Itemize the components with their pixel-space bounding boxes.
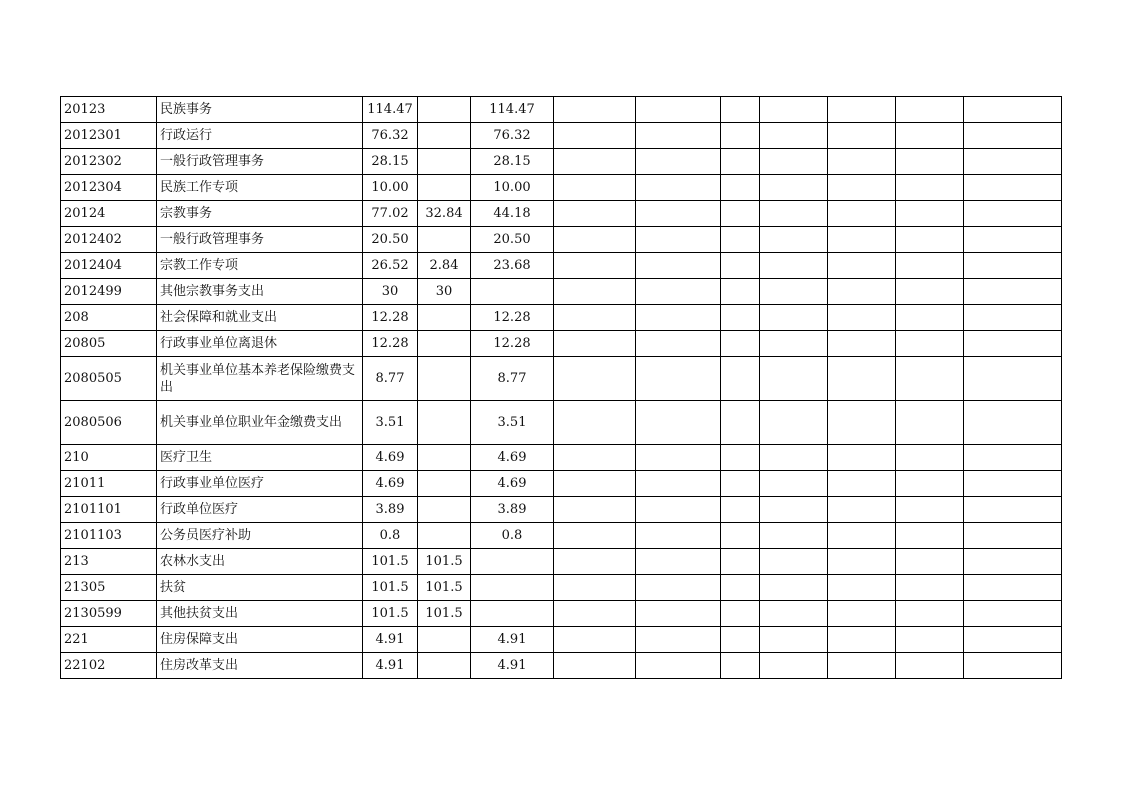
total-cell: 8.77 bbox=[363, 357, 418, 401]
code-cell: 2101101 bbox=[61, 497, 157, 523]
basic-cell bbox=[418, 445, 471, 471]
empty-cell bbox=[828, 201, 896, 227]
basic-cell bbox=[418, 123, 471, 149]
empty-cell bbox=[721, 549, 760, 575]
code-cell: 2012304 bbox=[61, 175, 157, 201]
empty-cell bbox=[721, 401, 760, 445]
empty-cell bbox=[721, 653, 760, 679]
code-cell: 208 bbox=[61, 305, 157, 331]
empty-cell bbox=[964, 523, 1062, 549]
name-cell: 医疗卫生 bbox=[157, 445, 363, 471]
empty-cell bbox=[721, 253, 760, 279]
basic-cell bbox=[418, 653, 471, 679]
empty-cell bbox=[721, 227, 760, 253]
empty-cell bbox=[896, 305, 964, 331]
table-row bbox=[61, 357, 1062, 401]
name-cell: 民族工作专项 bbox=[157, 175, 363, 201]
total-cell: 20.50 bbox=[363, 227, 418, 253]
empty-cell bbox=[828, 97, 896, 123]
empty-cell bbox=[636, 523, 721, 549]
empty-cell bbox=[554, 471, 636, 497]
empty-cell bbox=[636, 357, 721, 401]
empty-cell bbox=[760, 97, 828, 123]
name-cell: 社会保障和就业支出 bbox=[157, 305, 363, 331]
empty-cell bbox=[636, 201, 721, 227]
project-cell: 12.28 bbox=[471, 305, 554, 331]
code-cell: 20124 bbox=[61, 201, 157, 227]
total-cell: 12.28 bbox=[363, 305, 418, 331]
project-cell: 12.28 bbox=[471, 331, 554, 357]
empty-cell bbox=[964, 123, 1062, 149]
project-cell bbox=[471, 549, 554, 575]
empty-cell bbox=[896, 227, 964, 253]
empty-cell bbox=[554, 331, 636, 357]
empty-cell bbox=[636, 175, 721, 201]
empty-cell bbox=[554, 201, 636, 227]
empty-cell bbox=[760, 653, 828, 679]
empty-cell bbox=[896, 123, 964, 149]
empty-cell bbox=[636, 653, 721, 679]
empty-cell bbox=[721, 357, 760, 401]
total-cell: 101.5 bbox=[363, 601, 418, 627]
code-cell: 22102 bbox=[61, 653, 157, 679]
code-cell: 2012301 bbox=[61, 123, 157, 149]
total-cell: 3.89 bbox=[363, 497, 418, 523]
name-cell: 行政事业单位离退休 bbox=[157, 331, 363, 357]
code-cell: 20123 bbox=[61, 97, 157, 123]
empty-cell bbox=[554, 653, 636, 679]
empty-cell bbox=[760, 575, 828, 601]
empty-cell bbox=[721, 497, 760, 523]
empty-cell bbox=[554, 97, 636, 123]
empty-cell bbox=[828, 331, 896, 357]
empty-cell bbox=[721, 123, 760, 149]
empty-cell bbox=[964, 201, 1062, 227]
empty-cell bbox=[554, 601, 636, 627]
empty-cell bbox=[554, 149, 636, 175]
empty-cell bbox=[554, 279, 636, 305]
empty-cell bbox=[964, 175, 1062, 201]
empty-cell bbox=[964, 401, 1062, 445]
total-cell: 101.5 bbox=[363, 575, 418, 601]
empty-cell bbox=[896, 149, 964, 175]
basic-cell: 2.84 bbox=[418, 253, 471, 279]
total-cell: 26.52 bbox=[363, 253, 418, 279]
code-cell: 2130599 bbox=[61, 601, 157, 627]
empty-cell bbox=[760, 305, 828, 331]
empty-cell bbox=[896, 601, 964, 627]
empty-cell bbox=[828, 227, 896, 253]
empty-cell bbox=[896, 549, 964, 575]
empty-cell bbox=[896, 279, 964, 305]
project-cell: 3.51 bbox=[471, 401, 554, 445]
empty-cell bbox=[896, 97, 964, 123]
empty-cell bbox=[636, 227, 721, 253]
code-cell: 2012302 bbox=[61, 149, 157, 175]
project-cell: 8.77 bbox=[471, 357, 554, 401]
empty-cell bbox=[636, 279, 721, 305]
empty-cell bbox=[828, 497, 896, 523]
table-row bbox=[61, 227, 1062, 253]
empty-cell bbox=[896, 357, 964, 401]
empty-cell bbox=[760, 523, 828, 549]
empty-cell bbox=[964, 97, 1062, 123]
empty-cell bbox=[964, 601, 1062, 627]
basic-cell bbox=[418, 331, 471, 357]
empty-cell bbox=[721, 445, 760, 471]
project-cell: 4.69 bbox=[471, 471, 554, 497]
empty-cell bbox=[636, 149, 721, 175]
empty-cell bbox=[828, 575, 896, 601]
basic-cell: 101.5 bbox=[418, 549, 471, 575]
empty-cell bbox=[554, 401, 636, 445]
total-cell: 77.02 bbox=[363, 201, 418, 227]
empty-cell bbox=[554, 305, 636, 331]
empty-cell bbox=[896, 471, 964, 497]
empty-cell bbox=[721, 149, 760, 175]
empty-cell bbox=[964, 305, 1062, 331]
empty-cell bbox=[828, 471, 896, 497]
project-cell: 4.91 bbox=[471, 653, 554, 679]
code-cell: 2101103 bbox=[61, 523, 157, 549]
name-cell: 农林水支出 bbox=[157, 549, 363, 575]
code-cell: 2012499 bbox=[61, 279, 157, 305]
empty-cell bbox=[896, 401, 964, 445]
total-cell: 10.00 bbox=[363, 175, 418, 201]
empty-cell bbox=[636, 497, 721, 523]
project-cell: 0.8 bbox=[471, 523, 554, 549]
total-cell: 4.91 bbox=[363, 653, 418, 679]
empty-cell bbox=[554, 627, 636, 653]
empty-cell bbox=[828, 445, 896, 471]
empty-cell bbox=[760, 253, 828, 279]
basic-cell bbox=[418, 97, 471, 123]
empty-cell bbox=[828, 279, 896, 305]
empty-cell bbox=[721, 523, 760, 549]
empty-cell bbox=[760, 331, 828, 357]
total-cell: 28.15 bbox=[363, 149, 418, 175]
empty-cell bbox=[636, 575, 721, 601]
empty-cell bbox=[760, 357, 828, 401]
code-cell: 21011 bbox=[61, 471, 157, 497]
empty-cell bbox=[828, 601, 896, 627]
empty-cell bbox=[721, 575, 760, 601]
project-cell: 44.18 bbox=[471, 201, 554, 227]
empty-cell bbox=[896, 331, 964, 357]
empty-cell bbox=[721, 201, 760, 227]
basic-cell: 101.5 bbox=[418, 575, 471, 601]
total-cell: 4.69 bbox=[363, 471, 418, 497]
project-cell: 4.91 bbox=[471, 627, 554, 653]
name-cell: 机关事业单位职业年金缴费支出 bbox=[157, 401, 363, 445]
basic-cell bbox=[418, 227, 471, 253]
empty-cell bbox=[828, 253, 896, 279]
empty-cell bbox=[721, 601, 760, 627]
empty-cell bbox=[964, 357, 1062, 401]
total-cell: 4.91 bbox=[363, 627, 418, 653]
project-cell: 23.68 bbox=[471, 253, 554, 279]
empty-cell bbox=[828, 357, 896, 401]
project-cell: 10.00 bbox=[471, 175, 554, 201]
empty-cell bbox=[964, 227, 1062, 253]
empty-cell bbox=[896, 497, 964, 523]
empty-cell bbox=[554, 445, 636, 471]
table-row bbox=[61, 331, 1062, 357]
empty-cell bbox=[828, 627, 896, 653]
empty-cell bbox=[721, 305, 760, 331]
total-cell: 4.69 bbox=[363, 445, 418, 471]
empty-cell bbox=[896, 201, 964, 227]
table-body bbox=[61, 97, 1062, 679]
empty-cell bbox=[964, 575, 1062, 601]
total-cell: 30 bbox=[363, 279, 418, 305]
table-row bbox=[61, 471, 1062, 497]
empty-cell bbox=[828, 401, 896, 445]
empty-cell bbox=[828, 305, 896, 331]
empty-cell bbox=[721, 97, 760, 123]
empty-cell bbox=[760, 123, 828, 149]
table-row bbox=[61, 279, 1062, 305]
table-row bbox=[61, 401, 1062, 445]
basic-cell bbox=[418, 523, 471, 549]
empty-cell bbox=[828, 523, 896, 549]
empty-cell bbox=[964, 149, 1062, 175]
name-cell: 机关事业单位基本养老保险缴费支出 bbox=[157, 357, 363, 401]
project-cell bbox=[471, 279, 554, 305]
code-cell: 20805 bbox=[61, 331, 157, 357]
basic-cell: 30 bbox=[418, 279, 471, 305]
total-cell: 0.8 bbox=[363, 523, 418, 549]
table-row bbox=[61, 627, 1062, 653]
empty-cell bbox=[964, 627, 1062, 653]
empty-cell bbox=[554, 497, 636, 523]
table-row bbox=[61, 497, 1062, 523]
project-cell: 114.47 bbox=[471, 97, 554, 123]
basic-cell bbox=[418, 175, 471, 201]
name-cell: 其他宗教事务支出 bbox=[157, 279, 363, 305]
code-cell: 2080506 bbox=[61, 401, 157, 445]
empty-cell bbox=[636, 123, 721, 149]
code-cell: 2012404 bbox=[61, 253, 157, 279]
project-cell bbox=[471, 575, 554, 601]
code-cell: 2080505 bbox=[61, 357, 157, 401]
name-cell: 扶贫 bbox=[157, 575, 363, 601]
name-cell: 宗教事务 bbox=[157, 201, 363, 227]
empty-cell bbox=[636, 471, 721, 497]
code-cell: 213 bbox=[61, 549, 157, 575]
name-cell: 行政运行 bbox=[157, 123, 363, 149]
empty-cell bbox=[828, 653, 896, 679]
name-cell: 住房保障支出 bbox=[157, 627, 363, 653]
empty-cell bbox=[554, 549, 636, 575]
empty-cell bbox=[896, 627, 964, 653]
empty-cell bbox=[554, 575, 636, 601]
empty-cell bbox=[964, 549, 1062, 575]
code-cell: 210 bbox=[61, 445, 157, 471]
empty-cell bbox=[896, 653, 964, 679]
empty-cell bbox=[636, 97, 721, 123]
empty-cell bbox=[721, 175, 760, 201]
empty-cell bbox=[760, 497, 828, 523]
empty-cell bbox=[636, 601, 721, 627]
empty-cell bbox=[636, 627, 721, 653]
name-cell: 住房改革支出 bbox=[157, 653, 363, 679]
table-row bbox=[61, 305, 1062, 331]
table-row bbox=[61, 523, 1062, 549]
empty-cell bbox=[554, 523, 636, 549]
name-cell: 行政单位医疗 bbox=[157, 497, 363, 523]
empty-cell bbox=[760, 627, 828, 653]
table-row bbox=[61, 575, 1062, 601]
empty-cell bbox=[554, 123, 636, 149]
empty-cell bbox=[828, 175, 896, 201]
basic-cell: 32.84 bbox=[418, 201, 471, 227]
project-cell: 3.89 bbox=[471, 497, 554, 523]
empty-cell bbox=[964, 471, 1062, 497]
empty-cell bbox=[636, 331, 721, 357]
table-row bbox=[61, 97, 1062, 123]
empty-cell bbox=[896, 253, 964, 279]
basic-cell: 101.5 bbox=[418, 601, 471, 627]
project-cell: 4.69 bbox=[471, 445, 554, 471]
table-row bbox=[61, 601, 1062, 627]
total-cell: 3.51 bbox=[363, 401, 418, 445]
empty-cell bbox=[721, 331, 760, 357]
empty-cell bbox=[760, 401, 828, 445]
name-cell: 行政事业单位医疗 bbox=[157, 471, 363, 497]
empty-cell bbox=[554, 227, 636, 253]
empty-cell bbox=[760, 601, 828, 627]
empty-cell bbox=[760, 471, 828, 497]
empty-cell bbox=[554, 357, 636, 401]
empty-cell bbox=[964, 497, 1062, 523]
empty-cell bbox=[760, 227, 828, 253]
name-cell: 一般行政管理事务 bbox=[157, 227, 363, 253]
basic-cell bbox=[418, 627, 471, 653]
code-cell: 21305 bbox=[61, 575, 157, 601]
table-row bbox=[61, 445, 1062, 471]
name-cell: 宗教工作专项 bbox=[157, 253, 363, 279]
name-cell: 其他扶贫支出 bbox=[157, 601, 363, 627]
table-row bbox=[61, 549, 1062, 575]
empty-cell bbox=[828, 549, 896, 575]
code-cell: 2012402 bbox=[61, 227, 157, 253]
name-cell: 民族事务 bbox=[157, 97, 363, 123]
project-cell: 20.50 bbox=[471, 227, 554, 253]
empty-cell bbox=[964, 331, 1062, 357]
table-row bbox=[61, 149, 1062, 175]
empty-cell bbox=[964, 279, 1062, 305]
empty-cell bbox=[896, 523, 964, 549]
empty-cell bbox=[721, 279, 760, 305]
empty-cell bbox=[636, 253, 721, 279]
project-cell: 28.15 bbox=[471, 149, 554, 175]
empty-cell bbox=[896, 175, 964, 201]
total-cell: 76.32 bbox=[363, 123, 418, 149]
total-cell: 114.47 bbox=[363, 97, 418, 123]
table-row bbox=[61, 253, 1062, 279]
empty-cell bbox=[721, 627, 760, 653]
empty-cell bbox=[636, 401, 721, 445]
code-cell: 221 bbox=[61, 627, 157, 653]
empty-cell bbox=[636, 445, 721, 471]
project-cell bbox=[471, 601, 554, 627]
empty-cell bbox=[636, 549, 721, 575]
basic-cell bbox=[418, 401, 471, 445]
empty-cell bbox=[554, 175, 636, 201]
empty-cell bbox=[760, 201, 828, 227]
empty-cell bbox=[760, 445, 828, 471]
budget-table bbox=[60, 96, 1062, 679]
empty-cell bbox=[760, 279, 828, 305]
table-row bbox=[61, 201, 1062, 227]
basic-cell bbox=[418, 471, 471, 497]
empty-cell bbox=[828, 149, 896, 175]
table-row bbox=[61, 653, 1062, 679]
basic-cell bbox=[418, 305, 471, 331]
empty-cell bbox=[964, 445, 1062, 471]
empty-cell bbox=[760, 149, 828, 175]
empty-cell bbox=[964, 253, 1062, 279]
basic-cell bbox=[418, 497, 471, 523]
empty-cell bbox=[964, 653, 1062, 679]
empty-cell bbox=[721, 471, 760, 497]
empty-cell bbox=[760, 549, 828, 575]
empty-cell bbox=[828, 123, 896, 149]
empty-cell bbox=[896, 575, 964, 601]
empty-cell bbox=[896, 445, 964, 471]
total-cell: 12.28 bbox=[363, 331, 418, 357]
basic-cell bbox=[418, 149, 471, 175]
basic-cell bbox=[418, 357, 471, 401]
table-row bbox=[61, 175, 1062, 201]
empty-cell bbox=[636, 305, 721, 331]
total-cell: 101.5 bbox=[363, 549, 418, 575]
name-cell: 一般行政管理事务 bbox=[157, 149, 363, 175]
project-cell: 76.32 bbox=[471, 123, 554, 149]
name-cell: 公务员医疗补助 bbox=[157, 523, 363, 549]
table-row bbox=[61, 123, 1062, 149]
empty-cell bbox=[554, 253, 636, 279]
empty-cell bbox=[760, 175, 828, 201]
